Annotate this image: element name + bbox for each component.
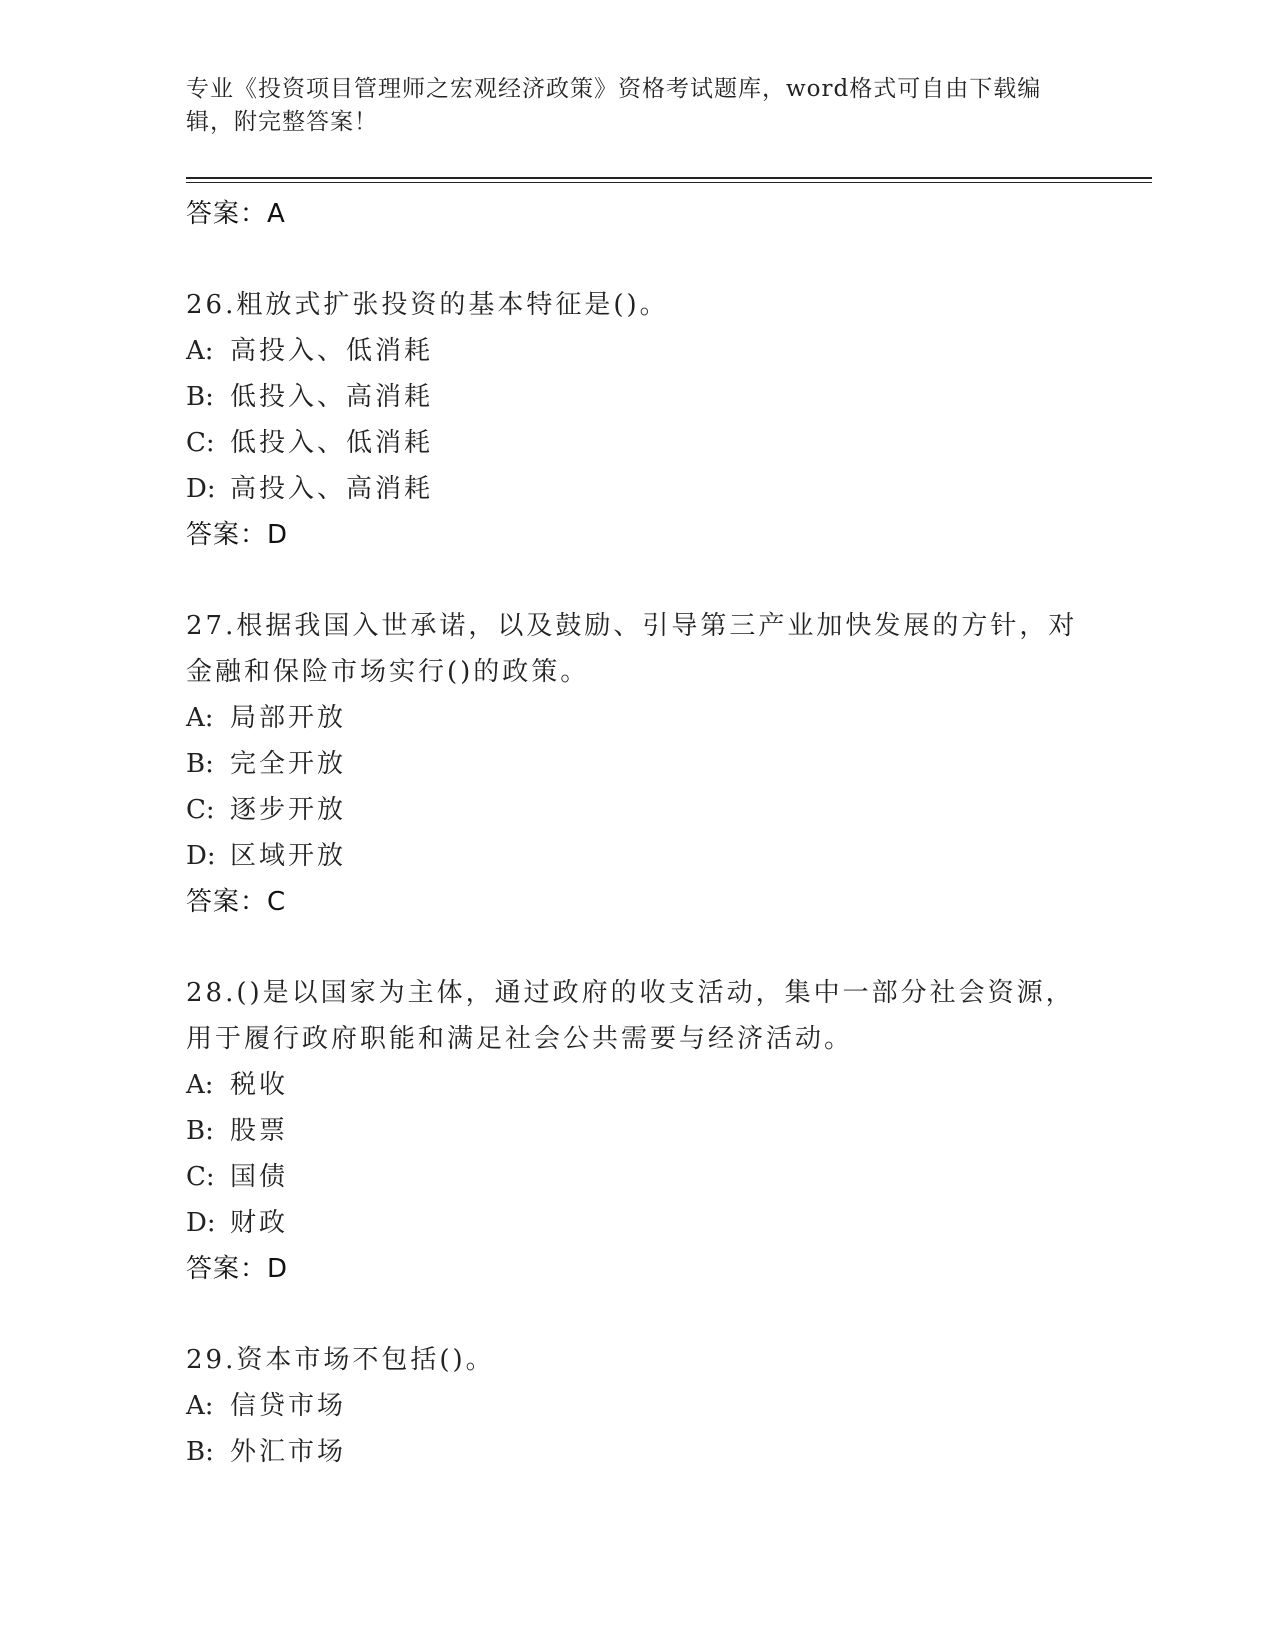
question-28 — [186, 970, 1086, 1292]
option-key: C: — [186, 428, 215, 458]
option-key: A: — [186, 703, 214, 733]
option-text: 局部开放 — [230, 703, 347, 733]
answer: 答案：D — [186, 1254, 289, 1284]
option-text: 国债 — [230, 1162, 289, 1192]
option-a — [186, 328, 1086, 374]
option-key: A: — [186, 336, 214, 366]
option-key: A: — [186, 1070, 214, 1100]
option-c — [186, 787, 1086, 833]
question-27 — [186, 603, 1086, 925]
header-divider-thin — [186, 182, 1152, 183]
option-b — [186, 1429, 1086, 1475]
option-text: 外汇市场 — [230, 1437, 347, 1467]
option-d — [186, 1200, 1086, 1246]
option-a — [186, 695, 1086, 741]
answer: 答案：D — [186, 520, 289, 550]
option-text: 高投入、高消耗 — [230, 474, 434, 504]
option-text: 区域开放 — [230, 841, 347, 871]
option-text: 高投入、低消耗 — [230, 336, 434, 366]
option-key: D: — [186, 474, 216, 504]
option-a — [186, 1383, 1086, 1429]
option-text: 信贷市场 — [230, 1391, 347, 1421]
question-stem: 26.粗放式扩张投资的基本特征是()。 — [186, 290, 669, 320]
option-text: 财政 — [230, 1208, 289, 1238]
option-d — [186, 833, 1086, 879]
option-key: B: — [186, 1116, 214, 1146]
question-26 — [186, 282, 1086, 558]
option-key: A: — [186, 1391, 214, 1421]
option-c — [186, 420, 1086, 466]
option-text: 税收 — [230, 1070, 289, 1100]
option-key: D: — [186, 841, 216, 871]
option-text: 低投入、高消耗 — [230, 382, 434, 412]
previous-answer: 答案：A — [186, 199, 286, 229]
option-a — [186, 1062, 1086, 1108]
answer: 答案：C — [186, 887, 287, 917]
option-d — [186, 466, 1086, 512]
option-b — [186, 1108, 1086, 1154]
option-key: D: — [186, 1208, 216, 1238]
option-key: B: — [186, 1437, 214, 1467]
option-key: C: — [186, 1162, 215, 1192]
option-text: 完全开放 — [230, 749, 347, 779]
option-key: B: — [186, 382, 214, 412]
option-key: B: — [186, 749, 214, 779]
option-text: 逐步开放 — [230, 795, 347, 825]
question-stem: 27.根据我国入世承诺，以及鼓励、引导第三产业加快发展的方针，对金融和保险市场实行()的政策。 — [186, 611, 1078, 687]
header-divider — [186, 177, 1152, 179]
option-c — [186, 1154, 1086, 1200]
page-header: 专业《投资项目管理师之宏观经济政策》资格考试题库，word格式可自由下载编辑，附完整答案！ — [186, 76, 1042, 135]
question-stem: 28.()是以国家为主体，通过政府的收支活动，集中一部分社会资源，用于履行政府职能和满足社会公共需要与经济活动。 — [186, 978, 1075, 1054]
option-b — [186, 374, 1086, 420]
question-stem: 29.资本市场不包括()。 — [186, 1345, 495, 1375]
option-b — [186, 741, 1086, 787]
option-text: 低投入、低消耗 — [230, 428, 434, 458]
question-list — [186, 191, 1086, 1475]
question-29 — [186, 1337, 1086, 1475]
option-text: 股票 — [230, 1116, 289, 1146]
option-key: C: — [186, 795, 215, 825]
